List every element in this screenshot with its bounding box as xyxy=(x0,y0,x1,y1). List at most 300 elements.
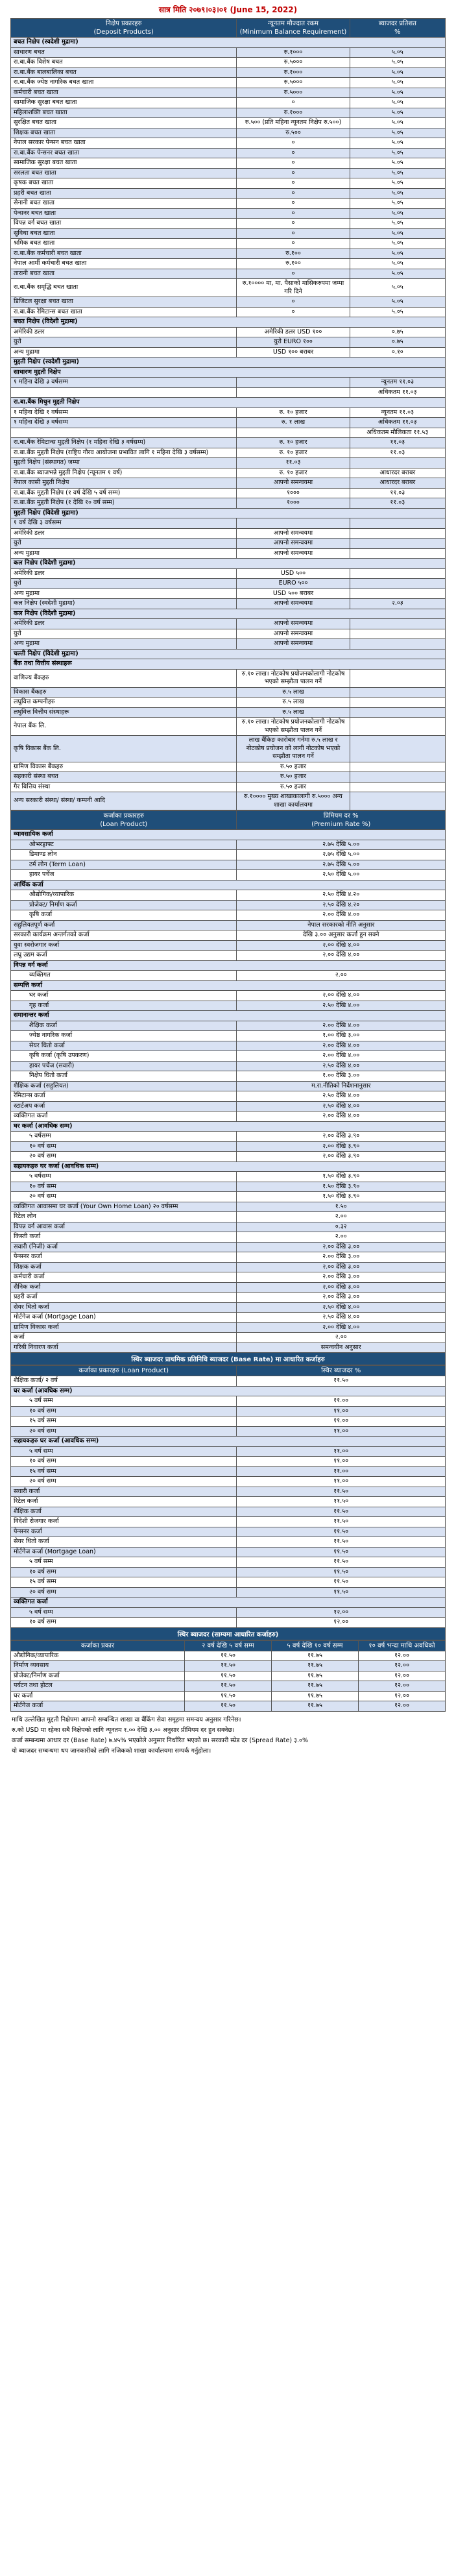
rate-above-10-years: १२.०० xyxy=(359,1701,446,1712)
product-name: तारानी बचत खाता xyxy=(11,269,237,279)
product-name: साधारण बचत xyxy=(11,47,237,58)
table-row xyxy=(11,1618,446,1628)
minimum-balance: ० xyxy=(237,269,350,279)
table-row xyxy=(11,669,446,687)
table-row xyxy=(11,1101,446,1112)
minimum-balance: ११.०३ xyxy=(237,458,350,468)
table-row xyxy=(11,940,446,951)
section-heading: कल निक्षेप (विदेशी मुद्रामा) xyxy=(11,609,446,619)
loan-product-name: व्यक्तिगत आवासमा घर कर्जा (Your Own Home Loan) २० वर्षसम्म xyxy=(11,1202,237,1212)
premium-rate: म.रा.नीतिको निर्देशनानुसार xyxy=(237,1081,446,1091)
fixed-rate: ११.५० xyxy=(237,1527,446,1537)
table-row xyxy=(11,1497,446,1507)
table-row xyxy=(11,347,446,358)
loan-product-name: मोर्टगेज कर्जा (Mortgage Loan) xyxy=(11,1313,237,1323)
loan-product-name: घर कर्जा xyxy=(11,1691,185,1701)
minimum-balance: ० xyxy=(237,297,350,308)
table-row xyxy=(11,1141,446,1152)
interest-rate: ५.०५ xyxy=(350,47,445,58)
loan-product-name: कृषि कर्जा (कृषि उपकरण) xyxy=(11,1051,237,1062)
interest-rate: ५.०५ xyxy=(350,208,445,219)
rate-5-10-years: ११.७५ xyxy=(272,1671,359,1681)
loan-product-name: निक्षेप धितो कर्जा xyxy=(11,1071,237,1082)
table-row xyxy=(11,387,446,398)
loan-product-name: २० वर्ष सम्म xyxy=(11,1587,237,1598)
interest-rate: ५.०५ xyxy=(350,228,445,239)
section-heading: घर कर्जा (आवधिक सम्म) xyxy=(11,1386,446,1396)
product-name: अन्य मुद्रामा xyxy=(11,347,237,358)
loan-product-name: पर्यटन तथा होटल xyxy=(11,1681,185,1692)
rate-5-10-years: ११.७५ xyxy=(272,1691,359,1701)
loan-product-name: विपन्न वर्ग आवास कर्जा xyxy=(11,1222,237,1232)
minimum-balance: ० xyxy=(237,188,350,199)
minimum-balance: रु. १० हजार xyxy=(237,407,350,418)
interest-rate xyxy=(350,669,445,687)
product-name: रा.बा.बैंक पेन्सनर बचत खाता xyxy=(11,148,237,158)
section-row xyxy=(11,980,446,991)
table-row xyxy=(11,1416,446,1427)
table-row xyxy=(11,498,446,509)
interest-rate: ५.०५ xyxy=(350,138,445,149)
loan-product-name: ५ वर्षसम्म xyxy=(11,1172,237,1182)
loan-product-name: व्यक्तिगत xyxy=(11,971,237,981)
product-name: नेपाल आर्मी कर्मचारी बचत खाता xyxy=(11,259,237,269)
loan-header-row xyxy=(11,811,446,830)
section-heading: बैंक तथा वित्तीय संस्थाहरू xyxy=(11,659,446,670)
interest-rate xyxy=(350,772,445,783)
minimum-balance: रु.१०० xyxy=(237,259,350,269)
loan-product-name: रिटेल कर्जा xyxy=(11,1497,237,1507)
table-row xyxy=(11,239,446,249)
rate-above-10-years: १२.०० xyxy=(359,1651,446,1661)
interest-rate: ११.०३ xyxy=(350,488,445,498)
loan-product-name: गृह कर्जा xyxy=(11,1001,237,1011)
product-name: रा.बा.बैंक रेमिटान्स मुद्दती निक्षेप (१ महिना देखि ३ वर्षसम्म) xyxy=(11,438,237,448)
product-name: अमेरिकी डलर xyxy=(11,619,237,629)
section-row xyxy=(11,1121,446,1132)
premium-rate: १.०० देखि ३.०० xyxy=(237,1071,446,1082)
minimum-balance: ० xyxy=(237,138,350,149)
section-heading: कल निक्षेप (विदेशी मुद्रामा) xyxy=(11,559,446,569)
minimum-balance: रु.१००० xyxy=(237,47,350,58)
interest-rate: ५.०५ xyxy=(350,88,445,98)
minimum-balance: रु.१० लाख। नोटकोष प्रयोजनकोलागी नोटकोष भएको सम्झौता पालन गर्ने xyxy=(237,718,350,736)
deposit-header-rate: ब्याजदर प्रतिशत % xyxy=(350,19,445,38)
loan-product-name: औद्योगिक/व्यापारिक xyxy=(11,1651,185,1661)
loan-header-premium: प्रिमियम दर % (Premium Rate %) xyxy=(237,811,446,830)
product-name: रा.बा.बैंक मुद्दती निक्षेप (१ देखि १० वर्ष सम्म) xyxy=(11,498,237,509)
premium-rate: २.०० xyxy=(237,971,446,981)
minimum-balance: रु.१०००० मा, मा. पैसाको मासिकरुपमा जम्मा गरि दिने xyxy=(237,279,350,297)
table-row xyxy=(11,1577,446,1588)
product-name: १ वर्ष देखि ३ वर्षसम्म xyxy=(11,518,237,529)
table-row xyxy=(11,1172,446,1182)
interest-rate xyxy=(350,718,445,736)
product-name: शिक्षक बचत खाता xyxy=(11,128,237,138)
product-name: युरो xyxy=(11,579,237,589)
interest-rate: ५.०५ xyxy=(350,148,445,158)
interest-rate xyxy=(350,698,445,708)
rate-2-5-years: ११.५० xyxy=(185,1661,272,1671)
rate-above-10-years: १२.०० xyxy=(359,1661,446,1671)
rate-5-10-years: ११.७५ xyxy=(272,1651,359,1661)
minimum-balance: रु.५०० (प्रति महिना न्यूनतम निक्षेप रु.५००) xyxy=(237,118,350,128)
rate-2-5-years: ११.५० xyxy=(185,1691,272,1701)
interest-rate: न्यूनतम ११.०३ xyxy=(350,378,445,388)
table-row xyxy=(11,579,446,589)
table-row xyxy=(11,269,446,279)
table-row xyxy=(11,548,446,559)
premium-rate: २.७५ देखि ५.०० xyxy=(237,840,446,850)
product-name: १ महिना देखि ३ वर्षसम्म xyxy=(11,378,237,388)
table-row xyxy=(11,1182,446,1192)
loan-product-name: २० वर्ष सम्म xyxy=(11,1192,237,1202)
fixed-rate-band: स्थिर ब्याजदर प्राथमिक प्रतिनिधि ब्याजदर (Base Rate) मा आधारित कर्जाहरु xyxy=(10,1353,446,1365)
product-name: लघुवित्त कम्पनीहरु xyxy=(11,698,237,708)
fixed-rate: ११.०० xyxy=(237,1426,446,1437)
premium-rate: १.५० xyxy=(237,1202,446,1212)
minimum-balance: रु. १० हजार xyxy=(237,468,350,478)
section-row xyxy=(11,609,446,619)
interest-rate: ५.०५ xyxy=(350,259,445,269)
product-name: १ महिना देखि ३ वर्षसम्म xyxy=(11,418,237,428)
footnotes xyxy=(10,1712,446,1761)
minimum-balance: रु. १ लाख xyxy=(237,418,350,428)
product-name: रा.बा.बैंक मुद्दती निक्षेप (राष्ट्रिय गौरव आयोजना प्रभावित लागि १ महिना देखि ३ वर्षसम्म) xyxy=(11,448,237,458)
fixed-rate: ११.०० xyxy=(237,1446,446,1457)
table-row xyxy=(11,910,446,921)
table-row xyxy=(11,1061,446,1071)
interest-rate xyxy=(350,687,445,698)
interest-rate xyxy=(350,458,445,468)
loan-product-name: १० वर्ष सम्म xyxy=(11,1141,237,1152)
premium-rate: २.०० देखि ४.०० xyxy=(237,1041,446,1051)
product-name: १ महिना देखि १ वर्षसम्म xyxy=(11,407,237,418)
table-row xyxy=(11,1477,446,1487)
premium-rate: २.५० देखि ४.०० xyxy=(237,1091,446,1102)
rate-sheet xyxy=(10,0,446,1761)
page-title: सात्र मिति २०७९।०३।०१ (June 15, 2022) xyxy=(158,5,298,14)
table-row xyxy=(11,1426,446,1437)
table-row xyxy=(11,199,446,209)
premium-rate: २.५० देखि ४.२० xyxy=(237,890,446,901)
table-row xyxy=(11,1446,446,1457)
loan-product-name: कृषि कर्जा xyxy=(11,910,237,921)
rate-2-5-years: ११.५० xyxy=(185,1671,272,1681)
table-row xyxy=(11,1396,446,1407)
interest-rate: ५.०५ xyxy=(350,98,445,108)
interest-rate: ११.०३ xyxy=(350,448,445,458)
interest-rate: ५.०५ xyxy=(350,168,445,178)
section-row xyxy=(11,960,446,971)
section-row xyxy=(11,659,446,670)
table-row xyxy=(11,971,446,981)
table-row xyxy=(11,850,446,860)
minimum-balance: ० xyxy=(237,178,350,189)
minimum-balance: रु.१००० xyxy=(237,67,350,78)
loan-product-name: ५ वर्ष सम्म xyxy=(11,1396,237,1407)
minimum-balance: ० xyxy=(237,168,350,178)
interest-rate: ५.०५ xyxy=(350,249,445,259)
fixed-term-header-5-10: ५ वर्ष देखि १० वर्ष सम्म xyxy=(272,1640,359,1651)
minimum-balance: ० xyxy=(237,228,350,239)
minimum-balance: रु.५ लाख xyxy=(237,698,350,708)
product-name: अमेरिकी डलर xyxy=(11,568,237,579)
interest-rate xyxy=(350,579,445,589)
interest-rate xyxy=(350,589,445,599)
section-heading: आर्थिक कर्जा xyxy=(11,880,446,890)
loan-product-name: शैक्षिक कर्जा xyxy=(11,1021,237,1031)
table-row xyxy=(11,772,446,783)
minimum-balance: रु.५० हजार xyxy=(237,782,350,792)
interest-rate: ५.०५ xyxy=(350,108,445,118)
interest-rate: ५.०५ xyxy=(350,188,445,199)
table-row xyxy=(11,1272,446,1283)
loan-product-name: घर कर्जा xyxy=(11,991,237,1001)
minimum-balance: आफ्नो समन्वयमा xyxy=(237,629,350,639)
product-name: युरो xyxy=(11,337,237,348)
interest-rate: ५.०५ xyxy=(350,67,445,78)
table-row xyxy=(11,1517,446,1527)
interest-rate: आधारदर बराबर xyxy=(350,478,445,489)
product-name: रा.बा.बैंक मुद्दती निक्षेप (१ वर्ष देखि ५ वर्ष सम्म) xyxy=(11,488,237,498)
interest-rate: ५.०५ xyxy=(350,307,445,317)
section-heading: मुद्दती निक्षेप (विदेशी मुद्रामा) xyxy=(11,508,446,518)
table-row xyxy=(11,67,446,78)
product-name: अन्य मुद्रामा xyxy=(11,589,237,599)
loan-product-name: कर्मचारी कर्जा xyxy=(11,1272,237,1283)
table-row xyxy=(11,418,446,428)
loan-product-name: मोर्टगेज कर्जा xyxy=(11,1701,185,1712)
table-row xyxy=(11,920,446,930)
product-name: विकास बैंकहरु xyxy=(11,687,237,698)
minimum-balance: रु. १० हजार xyxy=(237,438,350,448)
table-row xyxy=(11,1457,446,1467)
section-heading: सम्पत्ति कर्जा xyxy=(11,980,446,991)
loan-product-name: २० वर्ष सम्म xyxy=(11,1477,237,1487)
loan-product-name: सवारी कर्जा xyxy=(11,1487,237,1497)
premium-rate: २.७५ देखि ५.०० xyxy=(237,860,446,870)
minimum-balance: युरो EURO १०० xyxy=(237,337,350,348)
table-row xyxy=(11,1302,446,1313)
section-heading: व्यक्तिगत कर्जा xyxy=(11,1598,446,1608)
product-name: वाणिज्य बैंकहरु xyxy=(11,669,237,687)
loan-product-name: प्रोजेक्ट/ निर्माण कर्जा xyxy=(11,900,237,910)
interest-rate xyxy=(350,639,445,650)
table-row xyxy=(11,378,446,388)
table-row xyxy=(11,951,446,961)
footnote: रु.को USD मा रहेका सबै निक्षेपको लागि न्यूनतम १.०० देखि ३.०० अनुसार प्रीमियम दर हुन सक्नेछ। xyxy=(12,1726,235,1734)
table-row xyxy=(11,78,446,88)
premium-rate: समन्वयीन अनुसार xyxy=(237,1343,446,1353)
premium-rate: २.०० देखि ४.०० xyxy=(237,1322,446,1333)
loan-product-name: १० वर्ष सम्म xyxy=(11,1406,237,1416)
table-row xyxy=(11,1293,446,1303)
interest-rate: ०.१० xyxy=(350,347,445,358)
section-heading: रा.बा.बैंक मिथुन मुद्दती निक्षेप xyxy=(11,398,446,408)
section-row xyxy=(11,1437,446,1447)
table-row xyxy=(11,337,446,348)
table-row xyxy=(11,1132,446,1142)
interest-rate: ५.०५ xyxy=(350,279,445,297)
fixed-term-header-2-5: २ वर्ष देखि ५ वर्ष सम्म xyxy=(185,1640,272,1651)
interest-rate: ११.०३ xyxy=(350,438,445,448)
fixed-rate: १२.०० xyxy=(237,1607,446,1618)
deposit-header-product: निक्षेप प्रकारहरु (Deposit Products) xyxy=(11,19,237,38)
table-row xyxy=(11,890,446,901)
loan-product-name: लघु उद्यम कर्जा xyxy=(11,951,237,961)
interest-rate xyxy=(350,782,445,792)
product-name: गैर बित्तिय संस्था xyxy=(11,782,237,792)
loan-product-name: टर्म लोन (Term Loan) xyxy=(11,860,237,870)
minimum-balance: रु.५००० xyxy=(237,88,350,98)
rate-above-10-years: १२.०० xyxy=(359,1671,446,1681)
premium-rate: २.०० देखि ३.९० xyxy=(237,1132,446,1142)
section-heading: सहायकहरु घर कर्जा (आवधिक सम्म) xyxy=(11,1161,446,1172)
product-name: कल निक्षेप (स्वदेशी मुद्रामा) xyxy=(11,599,237,609)
table-row xyxy=(11,1333,446,1343)
table-row xyxy=(11,1661,446,1671)
minimum-balance: ० xyxy=(237,148,350,158)
premium-rate: २.०० देखि ४.०० xyxy=(237,1051,446,1062)
table-row xyxy=(11,108,446,118)
interest-rate xyxy=(350,762,445,772)
interest-rate: ५.०५ xyxy=(350,78,445,88)
premium-rate: २.०० देखि ३.०० xyxy=(237,1293,446,1303)
section-row xyxy=(11,367,446,378)
table-row xyxy=(11,407,446,418)
table-row xyxy=(11,589,446,599)
fixed-rate: ११.०० xyxy=(237,1406,446,1416)
section-row xyxy=(11,830,446,840)
loan-product-name: युवा स्वरोजगार कर्जा xyxy=(11,940,237,951)
product-name: युरो xyxy=(11,539,237,549)
section-heading: साधारण मुद्दती निक्षेप xyxy=(11,367,446,378)
table-row xyxy=(11,1232,446,1243)
rate-5-10-years: ११.७५ xyxy=(272,1701,359,1712)
loan-product-name: निर्माण व्यवसाय xyxy=(11,1661,185,1671)
table-row xyxy=(11,448,446,458)
product-name: डिजिटल सुरक्षा बचत खाता xyxy=(11,297,237,308)
table-row xyxy=(11,168,446,178)
minimum-balance: रु.१००० xyxy=(237,108,350,118)
loan-product-name: डिमाण्ड लोन xyxy=(11,850,237,860)
table-row xyxy=(11,930,446,941)
product-name: कर्मचारी बचत खाता xyxy=(11,88,237,98)
table-row xyxy=(11,188,446,199)
fixed-rate: ११.०० xyxy=(237,1457,446,1467)
table-row xyxy=(11,1527,446,1537)
table-row xyxy=(11,1547,446,1557)
table-row xyxy=(11,128,446,138)
table-row xyxy=(11,1376,446,1387)
product-name: रा.बा.बैंक ब्याजभन्ने मुद्दती निक्षेप (न्यूनतम १ वर्ष) xyxy=(11,468,237,478)
loan-product-name: पेन्सनर कर्जा xyxy=(11,1252,237,1263)
fixed-rate: ११.५० xyxy=(237,1376,446,1387)
product-name: प्रहरी बचत खाता xyxy=(11,188,237,199)
interest-rate: अधिकतम ११.०३ xyxy=(350,387,445,398)
loan-product-name: १५ वर्ष सम्म xyxy=(11,1416,237,1427)
interest-rate xyxy=(350,528,445,539)
section-heading: विपन्न वर्ग कर्जा xyxy=(11,960,446,971)
table-row xyxy=(11,1343,446,1353)
table-row xyxy=(11,307,446,317)
loan-product-name: शैक्षिक कर्जा (सहुलियत) xyxy=(11,1081,237,1091)
table-row xyxy=(11,1041,446,1051)
loan-product-name: ५ वर्ष सम्म xyxy=(11,1607,237,1618)
minimum-balance: USD १०० बराबर xyxy=(237,347,350,358)
product-name: पेन्सनर बचत खाता xyxy=(11,208,237,219)
table-row xyxy=(11,138,446,149)
table-row xyxy=(11,98,446,108)
table-row xyxy=(11,208,446,219)
rate-above-10-years: १२.०० xyxy=(359,1681,446,1692)
minimum-balance: लाख बैंकिङ कारोबार गर्नमा रु.५ लाख र नोटकोष प्रयोजन को लागी नोटकोष भएको सम्झौता पालन गर्ने xyxy=(237,736,350,762)
loan-product-name: १५ वर्ष सम्म xyxy=(11,1577,237,1588)
premium-rate: २.७५ देखि ५.०० xyxy=(237,850,446,860)
rate-above-10-years: १२.०० xyxy=(359,1691,446,1701)
table-row xyxy=(11,568,446,579)
section-row xyxy=(11,398,446,408)
interest-rate: २.०३ xyxy=(350,599,445,609)
product-name: रा.बा.बैंक रेमिटान्स बचत खाता xyxy=(11,307,237,317)
premium-rate: २.५० देखि ४.०० xyxy=(237,1101,446,1112)
rate-5-10-years: ११.७५ xyxy=(272,1661,359,1671)
table-row xyxy=(11,1021,446,1031)
table-row xyxy=(11,1252,446,1263)
interest-rate xyxy=(350,736,445,762)
premium-rate: २.०० देखि ३.०० xyxy=(237,1252,446,1263)
product-name: कृषि विकास बैंक लि. xyxy=(11,736,237,762)
table-row xyxy=(11,1202,446,1212)
loan-product-name: सेयर धितो कर्जा xyxy=(11,1302,237,1313)
product-name xyxy=(11,387,237,398)
minimum-balance: USD ५०० xyxy=(237,568,350,579)
interest-rate: ५.०५ xyxy=(350,58,445,68)
premium-rate: २.०० देखि ३.०० xyxy=(237,1272,446,1283)
interest-rate: ५.०५ xyxy=(350,118,445,128)
table-row xyxy=(11,468,446,478)
premium-rate: २.०० xyxy=(237,1212,446,1222)
table-row xyxy=(11,1507,446,1517)
product-name: कृषक बचत खाता xyxy=(11,178,237,189)
footnote: यो ब्याजदर सम्बन्धमा थप जानकारीको लागि नजिकको शाखा कार्यालयमा सम्पर्क गर्नुहोला। xyxy=(12,1747,211,1755)
table-row xyxy=(11,1487,446,1497)
premium-rate: २.०० xyxy=(237,1232,446,1243)
fixed-loan-header-rate: स्थिर ब्याजदर % xyxy=(237,1366,446,1376)
fixed-rate: ११.५० xyxy=(237,1567,446,1577)
loan-table xyxy=(10,810,446,1353)
table-row xyxy=(11,762,446,772)
fixed-rate: १२.०० xyxy=(237,1618,446,1628)
premium-rate: २.५० देखि ४.०० xyxy=(237,1001,446,1011)
premium-rate: २.०० xyxy=(237,1333,446,1343)
loan-product-name: सेयर धितो कर्जा xyxy=(11,1041,237,1051)
fixed-rate: ११.५० xyxy=(237,1577,446,1588)
loan-product-name: सेयर धितो कर्जा xyxy=(11,1537,237,1548)
table-row xyxy=(11,478,446,489)
deposit-header-row xyxy=(11,19,446,38)
minimum-balance: रु.५००० xyxy=(237,58,350,68)
loan-product-name: रिटेल लोन xyxy=(11,1212,237,1222)
fixed-rate: ११.०० xyxy=(237,1416,446,1427)
section-heading: समानान्तर कर्जा xyxy=(11,1011,446,1021)
minimum-balance: रु.१० लाख। नोटकोष प्रयोजनकोलागी नोटकोष भएको सम्झौता पालन गर्ने xyxy=(237,669,350,687)
interest-rate: ११.०३ xyxy=(350,498,445,509)
loan-product-name: पेन्सनर कर्जा xyxy=(11,1527,237,1537)
section-row xyxy=(11,649,446,659)
premium-rate: २.०० देखि ३.०० xyxy=(237,1242,446,1252)
